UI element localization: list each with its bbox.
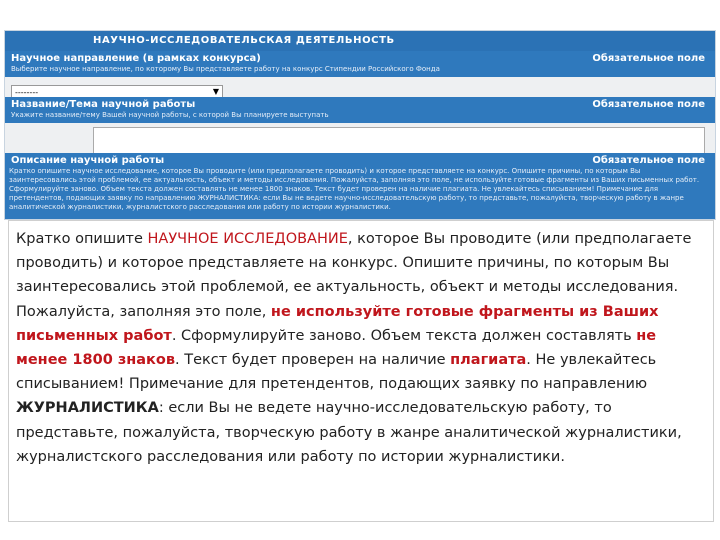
text-run: Кратко опишите xyxy=(16,231,148,247)
text-run: , которое Вы проводите (или предполагаете проводить) и которое представляете на конкурс. Опишите причины, по которым Вы заинтересовались этой проблемой, ее актуальность, объект и методы исследования. Пожалуйста, заполняя это поле, xyxy=(16,231,692,320)
text-run: : если Вы не ведете научно-исследовательскую работу, то представьте, пожалуйста, творческую работу в жанре аналитической журналистики, журналистского расследования или работу по истории журналистики. xyxy=(16,400,682,465)
section-work-title xyxy=(5,97,715,123)
section-label: Описание научной работы xyxy=(11,155,165,166)
required-field-note: Обязательное поле xyxy=(592,155,705,166)
required-field-note: Обязательное поле xyxy=(592,53,705,64)
description-instructions xyxy=(16,227,706,469)
section-label: Научное направление (в рамках конкурса) xyxy=(11,53,261,64)
section-hint: Укажите название/тему Вашей научной работы, с которой Вы планируете выступать xyxy=(11,111,329,119)
section-hint-line: аналитической журналистики, журналистского расследования или работу по истории журналистики. xyxy=(9,203,391,211)
text-run-bold: ЖУРНАЛИСТИКА xyxy=(16,400,159,417)
section-hint-line: претендентов, подающих заявку по направлению ЖУРНАЛИСТИКА: если Вы не ведете научно-исследовательскую работу, то представьте, пожалуйста, творческую работу в жанре xyxy=(9,194,684,202)
research-activity-form xyxy=(4,30,716,220)
text-run-highlight: не используйте готовые фрагменты из Ваших письменных работ xyxy=(16,303,659,344)
section-hint-line: заинтересовались этой проблемой, ее актуальность, объект и методы исследования. Пожалуйста, заполняя это поле, не используйте готовые фрагменты из Ваших письменных работ. xyxy=(9,176,700,184)
text-run-highlight: плагиата xyxy=(450,352,527,369)
text-run: . Сформулируйте заново. Объем текста должен составлять xyxy=(171,327,637,344)
section-work-description xyxy=(5,153,715,219)
description-zoom-callout xyxy=(8,220,714,522)
section-research-direction xyxy=(5,51,715,77)
form-title-bar xyxy=(5,31,715,51)
section-hint-line: Кратко опишите научное исследование, которое Вы проводите (или предполагаете проводить) и которое представляете на конкурс. Опишите причины, по которым Вы xyxy=(9,167,641,175)
section-hint-line: Сформулируйте заново. Объем текста должен составлять не менее 1800 знаков. Текст будет проверен на наличие плагиата. Не увлекайтесь списыванием! Примечание для xyxy=(9,185,659,193)
text-run-highlight: НАУЧНОЕ ИССЛЕДОВАНИЕ xyxy=(147,231,348,247)
form-title: НАУЧНО-ИССЛЕДОВАТЕЛЬСКАЯ ДЕЯТЕЛЬНОСТЬ xyxy=(93,35,395,46)
text-run: . Текст будет проверен на наличие xyxy=(175,352,451,369)
text-run-highlight: не менее 1800 знаков xyxy=(16,327,657,369)
select-value: -------- xyxy=(15,88,39,97)
section-hint: Выберите научное направление, по которому Вы представляете работу на конкурс Стипендии Российского Фонда xyxy=(11,65,440,73)
required-field-note: Обязательное поле xyxy=(592,99,705,110)
text-run: . Не увлекайтесь списыванием! Примечание для претендентов, подающих заявку по направлению xyxy=(16,352,657,393)
section-label: Название/Тема научной работы xyxy=(11,99,196,110)
chevron-down-icon: ▼ xyxy=(212,87,219,96)
